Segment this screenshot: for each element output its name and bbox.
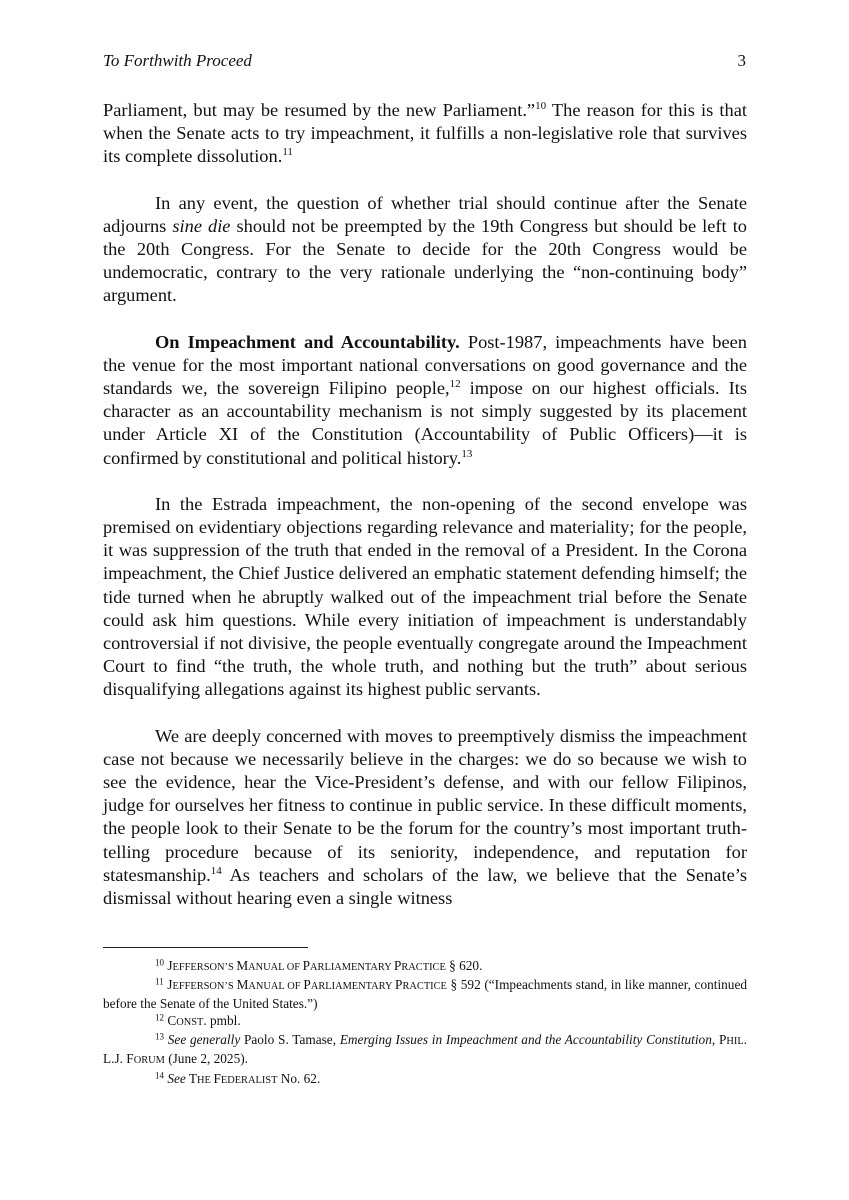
text-run: J	[167, 977, 173, 993]
text-run: EDERALIST	[220, 1074, 278, 1086]
text-run: Post-1987, impeachments have been the venue for the most important national conversations on good governance and the standards we, the sovereign Filipino people,	[103, 331, 747, 399]
text-run: ANUAL OF	[248, 981, 304, 993]
article-title: Emerging Issues in Impeachment and the Accountability Constitution	[339, 1032, 712, 1048]
text-run: P	[393, 958, 402, 973]
text-run: We are deeply concerned with moves to preemptively dismiss the impeachment case not because we necessarily believe in the charges: we do so because we wish to see the evidence, hear the Vice-President’s defense, and with our fellow Filipinos, judge for ourselves her fitness to continue in public service. In these difficult moments, the people look to their Senate to be the forum for the country’s most important truth-telling procedure because of its seniority, independence, and reputation for statesmanship.	[103, 725, 747, 885]
footnote-14	[103, 1070, 747, 1089]
footnote-number: 11	[155, 976, 164, 987]
text-run: § 592 (“Impeachments stand, in like manner, continued before the Senate of the United States.”)	[103, 977, 747, 1012]
footnote-number: 12	[155, 1012, 164, 1023]
footnote-separator	[103, 947, 308, 948]
section-heading: On Impeachment and Accountability.	[155, 331, 460, 352]
text-run: P	[395, 977, 403, 993]
footnote-ref: 12	[449, 378, 461, 391]
text-run: No. 62.	[277, 1070, 321, 1086]
text-run: EFFERSON’S	[172, 962, 237, 973]
text-run: § 620.	[445, 958, 483, 973]
paragraph-continuation	[103, 99, 747, 169]
text-run: J	[167, 958, 173, 973]
text-run: . L.J.	[103, 1032, 747, 1067]
text-run: P	[302, 958, 311, 973]
footnote-number: 13	[155, 1031, 164, 1042]
text-run: ,	[711, 1032, 719, 1048]
paragraph-concern	[103, 725, 747, 911]
text-run: T	[188, 1070, 197, 1086]
text-run: P	[303, 977, 311, 993]
text-run: P	[718, 1032, 727, 1048]
text-run: M	[236, 958, 249, 973]
text-run: RACTICE	[401, 962, 446, 973]
text-run: ANUAL OF	[248, 962, 303, 973]
text-run: C	[167, 1013, 177, 1029]
text-run: ARLIAMENTARY	[310, 962, 394, 973]
page-number: 3	[737, 51, 746, 70]
paragraph-accountability	[103, 331, 747, 470]
text-run: ARLIAMENTARY	[310, 981, 396, 993]
text-run: HIL	[726, 1036, 744, 1048]
text-run: In the Estrada impeachment, the non-opening of the second envelope was premised on evidentiary objections regarding relevance and materiality; for the people, it was suppression of the truth that ended in the removal of a President. In the Corona impeachment, the Chief Justice delivered an emphatic statement defending himself; the tide turned when he abruptly walked out of the impeachment trial before the Senate could ask him questions. While every initiation of impeachment is understandably controversial if not divisive, the people eventually congregate around the Impeachment Court to find “the truth, the whole truth, and nothing but the truth” about serious disqualifying allegations against its highest public servants.	[103, 493, 747, 700]
footnote-number: 14	[155, 1070, 164, 1081]
text-run: HE	[197, 1074, 214, 1086]
footnote-12	[103, 1012, 747, 1031]
text-run: . pmbl.	[203, 1013, 241, 1029]
paragraph-sine-die	[103, 192, 747, 308]
footnote-ref: 11	[282, 146, 293, 159]
text-run: EFFERSON’S	[172, 981, 237, 993]
text-run: In any event, the question of whether trial should continue after the Senate adjourns	[103, 192, 747, 236]
text-run: As teachers and scholars of the law, we believe that the Senate’s dismissal without hearing even a single witness	[103, 864, 747, 909]
citation-signal: See generally	[167, 1032, 241, 1048]
footnote-13	[103, 1031, 747, 1069]
text-run: (June 2, 2025).	[164, 1051, 248, 1067]
footnote-ref: 13	[461, 447, 473, 460]
italic-term: sine die	[172, 215, 231, 236]
text-run: Paolo S. Tamase,	[240, 1032, 340, 1048]
text-run: M	[236, 977, 249, 993]
text-run: ONST	[176, 1017, 204, 1029]
body-text	[103, 99, 747, 933]
citation-signal: See	[167, 1070, 186, 1086]
footnote-number: 10	[155, 957, 164, 968]
text-run: ORUM	[133, 1055, 165, 1067]
text-run: F	[126, 1051, 134, 1067]
footnote-11	[103, 976, 747, 1012]
text-run: should not be preempted by the 19th Congress but should be left to the 20th Congress. For the Senate to decide for the 20th Congress would be undemocratic, contrary to the very rationale underlying the “non-continuing body” argument.	[103, 215, 747, 306]
footnote-10	[103, 957, 747, 976]
paragraph-estrada-corona	[103, 493, 747, 702]
text-run: Parliament, but may be resumed by the new Parliament.”	[103, 100, 536, 120]
text-run: impose on our highest officials. Its character as an accountability mechanism is not simply suggested by its placement under Article XI of the Constitution (Accountability of Public Officers)—it is confirmed by constitutional and political history.	[103, 378, 747, 468]
running-title: To Forthwith Proceed	[103, 51, 252, 70]
footnote-ref: 10	[535, 100, 547, 113]
text-run: F	[213, 1070, 221, 1086]
running-header	[103, 50, 746, 72]
footnotes	[103, 957, 747, 1089]
text-run: The reason for this is that when the Senate acts to try impeachment, it fulfills a non-legislative role that survives its complete dissolution.	[103, 100, 748, 167]
footnote-ref: 14	[210, 865, 222, 878]
text-run: RACTICE	[402, 981, 447, 993]
